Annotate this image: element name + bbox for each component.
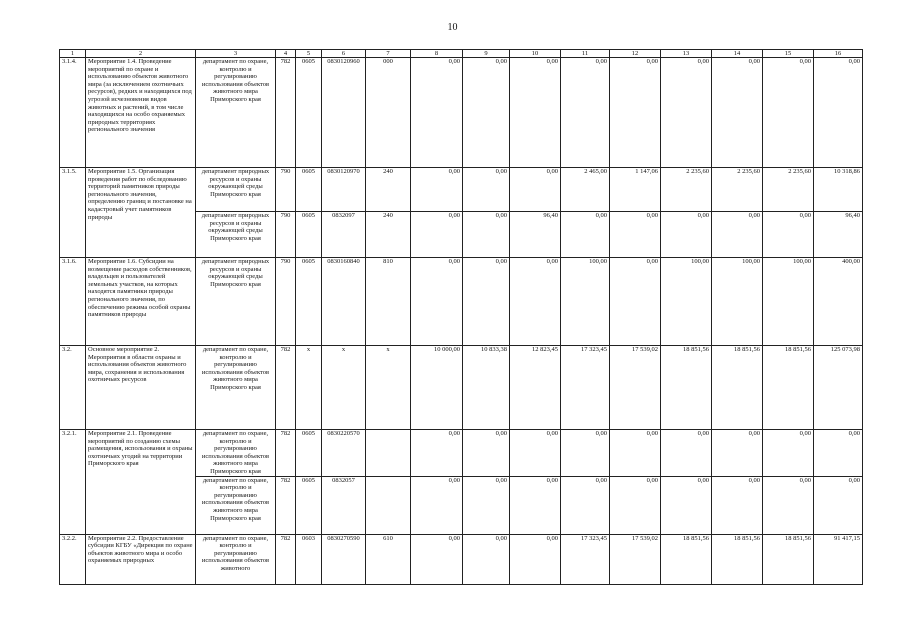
- header-cell: 15: [763, 50, 814, 58]
- year-value: 0,00: [661, 430, 712, 477]
- year-value: 100,00: [763, 258, 814, 346]
- table-row: [60, 534, 863, 584]
- header-cell: 7: [366, 50, 411, 58]
- year-value: 0,00: [510, 534, 561, 584]
- year-value: 0,00: [763, 476, 814, 534]
- year-value: 18 851,56: [763, 534, 814, 584]
- target-article-code: 0830160840: [322, 258, 366, 346]
- grbs-code: 782: [276, 346, 296, 430]
- year-value: 0,00: [510, 168, 561, 212]
- year-value: 0,00: [411, 212, 463, 258]
- target-article-code: 0830120960: [322, 58, 366, 168]
- program-table: [59, 49, 863, 585]
- year-value: 0,00: [510, 58, 561, 168]
- executor-cell: департамент природных ресурсов и охраны окружающей среды Приморского края: [196, 168, 276, 212]
- year-value: 0,00: [510, 258, 561, 346]
- section-code: x: [296, 346, 322, 430]
- year-value: 96,40: [510, 212, 561, 258]
- expense-type-code: [366, 476, 411, 534]
- year-value: 0,00: [712, 58, 763, 168]
- expense-type-code: 240: [366, 168, 411, 212]
- year-value: 0,00: [610, 212, 661, 258]
- total-value: 0,00: [814, 476, 863, 534]
- year-value: 0,00: [411, 58, 463, 168]
- expense-type-code: 610: [366, 534, 411, 584]
- target-article-code: 0832097: [322, 212, 366, 258]
- section-code: 0605: [296, 476, 322, 534]
- executor-cell: департамент по охране, контролю и регулированию использования объектов животного: [196, 534, 276, 584]
- row-number: 3.1.6.: [60, 258, 86, 346]
- header-cell: 2: [86, 50, 196, 58]
- total-value: 0,00: [814, 430, 863, 477]
- grbs-code: 782: [276, 476, 296, 534]
- year-value: 0,00: [463, 258, 510, 346]
- activity-name: Мероприятие 1.4. Проведение мероприятий по охране и использованию объектов животного мира (за исключением охотничьих ресурсов), редких и находящихся под угрозой исчезновения видов животных и растений, в том числе находящихся на особо охраняемых природных территориях регионального значения: [86, 58, 196, 168]
- year-value: 0,00: [510, 430, 561, 477]
- section-code: 0605: [296, 212, 322, 258]
- activity-name: Мероприятие 2.1. Проведение мероприятий по созданию схемы размещения, использования и охраны охотничьих угодий на территории Приморского края: [86, 430, 196, 535]
- year-value: 0,00: [463, 212, 510, 258]
- expense-type-code: 240: [366, 212, 411, 258]
- year-value: 18 851,56: [661, 346, 712, 430]
- header-row: [60, 50, 863, 58]
- total-value: 96,40: [814, 212, 863, 258]
- expense-type-code: x: [366, 346, 411, 430]
- year-value: 0,00: [510, 476, 561, 534]
- grbs-code: 790: [276, 212, 296, 258]
- header-cell: 9: [463, 50, 510, 58]
- year-value: 100,00: [561, 258, 610, 346]
- year-value: 0,00: [610, 430, 661, 477]
- total-value: 400,00: [814, 258, 863, 346]
- total-value: 0,00: [814, 58, 863, 168]
- header-cell: 12: [610, 50, 661, 58]
- year-value: 0,00: [411, 258, 463, 346]
- year-value: 17 323,45: [561, 346, 610, 430]
- year-value: 0,00: [411, 534, 463, 584]
- expense-type-code: 810: [366, 258, 411, 346]
- year-value: 0,00: [712, 430, 763, 477]
- header-cell: 11: [561, 50, 610, 58]
- total-value: 10 318,86: [814, 168, 863, 212]
- grbs-code: 790: [276, 168, 296, 212]
- section-code: 0605: [296, 258, 322, 346]
- year-value: 17 539,02: [610, 534, 661, 584]
- header-cell: 13: [661, 50, 712, 58]
- header-cell: 16: [814, 50, 863, 58]
- year-value: 1 147,06: [610, 168, 661, 212]
- section-code: 0605: [296, 430, 322, 477]
- table-row: [60, 430, 863, 477]
- row-number: 3.2.1.: [60, 430, 86, 535]
- executor-cell: департамент по охране, контролю и регулированию использования объектов животного мира Приморского края: [196, 58, 276, 168]
- year-value: 2 235,60: [661, 168, 712, 212]
- page-number: 10: [447, 22, 458, 33]
- table-row: [60, 168, 863, 212]
- grbs-code: 782: [276, 534, 296, 584]
- year-value: 0,00: [763, 58, 814, 168]
- target-article-code: 0830270590: [322, 534, 366, 584]
- header-cell: 6: [322, 50, 366, 58]
- year-value: 2 465,00: [561, 168, 610, 212]
- section-code: 0605: [296, 58, 322, 168]
- year-value: 0,00: [561, 58, 610, 168]
- header-cell: 8: [411, 50, 463, 58]
- table-row: [60, 346, 863, 430]
- activity-name: Основное мероприятие 2. Мероприятия в области охраны и использования объектов животного мира, сохранения и использования охотничьих ресурсов: [86, 346, 196, 430]
- row-number: 3.1.5.: [60, 168, 86, 258]
- year-value: 0,00: [661, 476, 712, 534]
- target-article-code: 0830220570: [322, 430, 366, 477]
- year-value: 100,00: [661, 258, 712, 346]
- year-value: 17 539,02: [610, 346, 661, 430]
- year-value: 0,00: [610, 258, 661, 346]
- year-value: 0,00: [463, 58, 510, 168]
- year-value: 0,00: [610, 476, 661, 534]
- row-number: 3.2.: [60, 346, 86, 430]
- year-value: 18 851,56: [763, 346, 814, 430]
- target-article-code: x: [322, 346, 366, 430]
- year-value: 0,00: [661, 58, 712, 168]
- year-value: 0,00: [561, 476, 610, 534]
- header-cell: 4: [276, 50, 296, 58]
- header-cell: 5: [296, 50, 322, 58]
- year-value: 10 000,00: [411, 346, 463, 430]
- year-value: 18 851,56: [712, 346, 763, 430]
- table-row: [60, 58, 863, 168]
- year-value: 0,00: [763, 212, 814, 258]
- header-cell: 3: [196, 50, 276, 58]
- total-value: 91 417,15: [814, 534, 863, 584]
- grbs-code: 782: [276, 430, 296, 477]
- year-value: 0,00: [463, 430, 510, 477]
- year-value: 0,00: [411, 168, 463, 212]
- year-value: 17 323,45: [561, 534, 610, 584]
- target-article-code: 0830120970: [322, 168, 366, 212]
- executor-cell: департамент природных ресурсов и охраны окружающей среды Приморского края: [196, 258, 276, 346]
- expense-type-code: [366, 430, 411, 477]
- year-value: 0,00: [463, 168, 510, 212]
- year-value: 0,00: [610, 58, 661, 168]
- year-value: 0,00: [763, 430, 814, 477]
- year-value: 100,00: [712, 258, 763, 346]
- section-code: 0603: [296, 534, 322, 584]
- activity-name: Мероприятие 1.6. Субсидии на возмещение расходов собственников, владельцев и пользователей земельных участков, на которых находятся памятники природы регионального значения, по обеспечению режима особой охраны памятников природы: [86, 258, 196, 346]
- year-value: 0,00: [411, 476, 463, 534]
- year-value: 0,00: [712, 212, 763, 258]
- grbs-code: 782: [276, 58, 296, 168]
- year-value: 0,00: [463, 534, 510, 584]
- total-value: 125 073,98: [814, 346, 863, 430]
- expense-type-code: 000: [366, 58, 411, 168]
- year-value: 12 823,45: [510, 346, 561, 430]
- table-row: [60, 258, 863, 346]
- executor-cell: департамент по охране, контролю и регулированию использования объектов животного мира Приморского края: [196, 346, 276, 430]
- year-value: 0,00: [561, 430, 610, 477]
- year-value: 10 833,38: [463, 346, 510, 430]
- executor-cell: департамент по охране, контролю и регулированию использования объектов животного мира Приморского края: [196, 476, 276, 534]
- header-cell: 1: [60, 50, 86, 58]
- year-value: 0,00: [661, 212, 712, 258]
- year-value: 0,00: [463, 476, 510, 534]
- year-value: 18 851,56: [661, 534, 712, 584]
- year-value: 0,00: [712, 476, 763, 534]
- activity-name: Мероприятие 2.2. Предоставление субсидии КГБУ «Дирекция по охране объектов животного мира и особо охраняемых природных: [86, 534, 196, 584]
- year-value: 2 235,60: [712, 168, 763, 212]
- section-code: 0605: [296, 168, 322, 212]
- activity-name: Мероприятие 1.5. Организация проведения работ по обследованию территорий памятников природы регионального значения, определению границ и постановке на кадастровый учет памятников природы: [86, 168, 196, 258]
- year-value: 18 851,56: [712, 534, 763, 584]
- year-value: 0,00: [561, 212, 610, 258]
- year-value: 2 235,60: [763, 168, 814, 212]
- executor-cell: департамент по охране, контролю и регулированию использования объектов животного мира Приморского края: [196, 430, 276, 477]
- row-number: 3.2.2.: [60, 534, 86, 584]
- row-number: 3.1.4.: [60, 58, 86, 168]
- target-article-code: 0832057: [322, 476, 366, 534]
- header-cell: 14: [712, 50, 763, 58]
- year-value: 0,00: [411, 430, 463, 477]
- grbs-code: 790: [276, 258, 296, 346]
- header-cell: 10: [510, 50, 561, 58]
- executor-cell: департамент природных ресурсов и охраны окружающей среды Приморского края: [196, 212, 276, 258]
